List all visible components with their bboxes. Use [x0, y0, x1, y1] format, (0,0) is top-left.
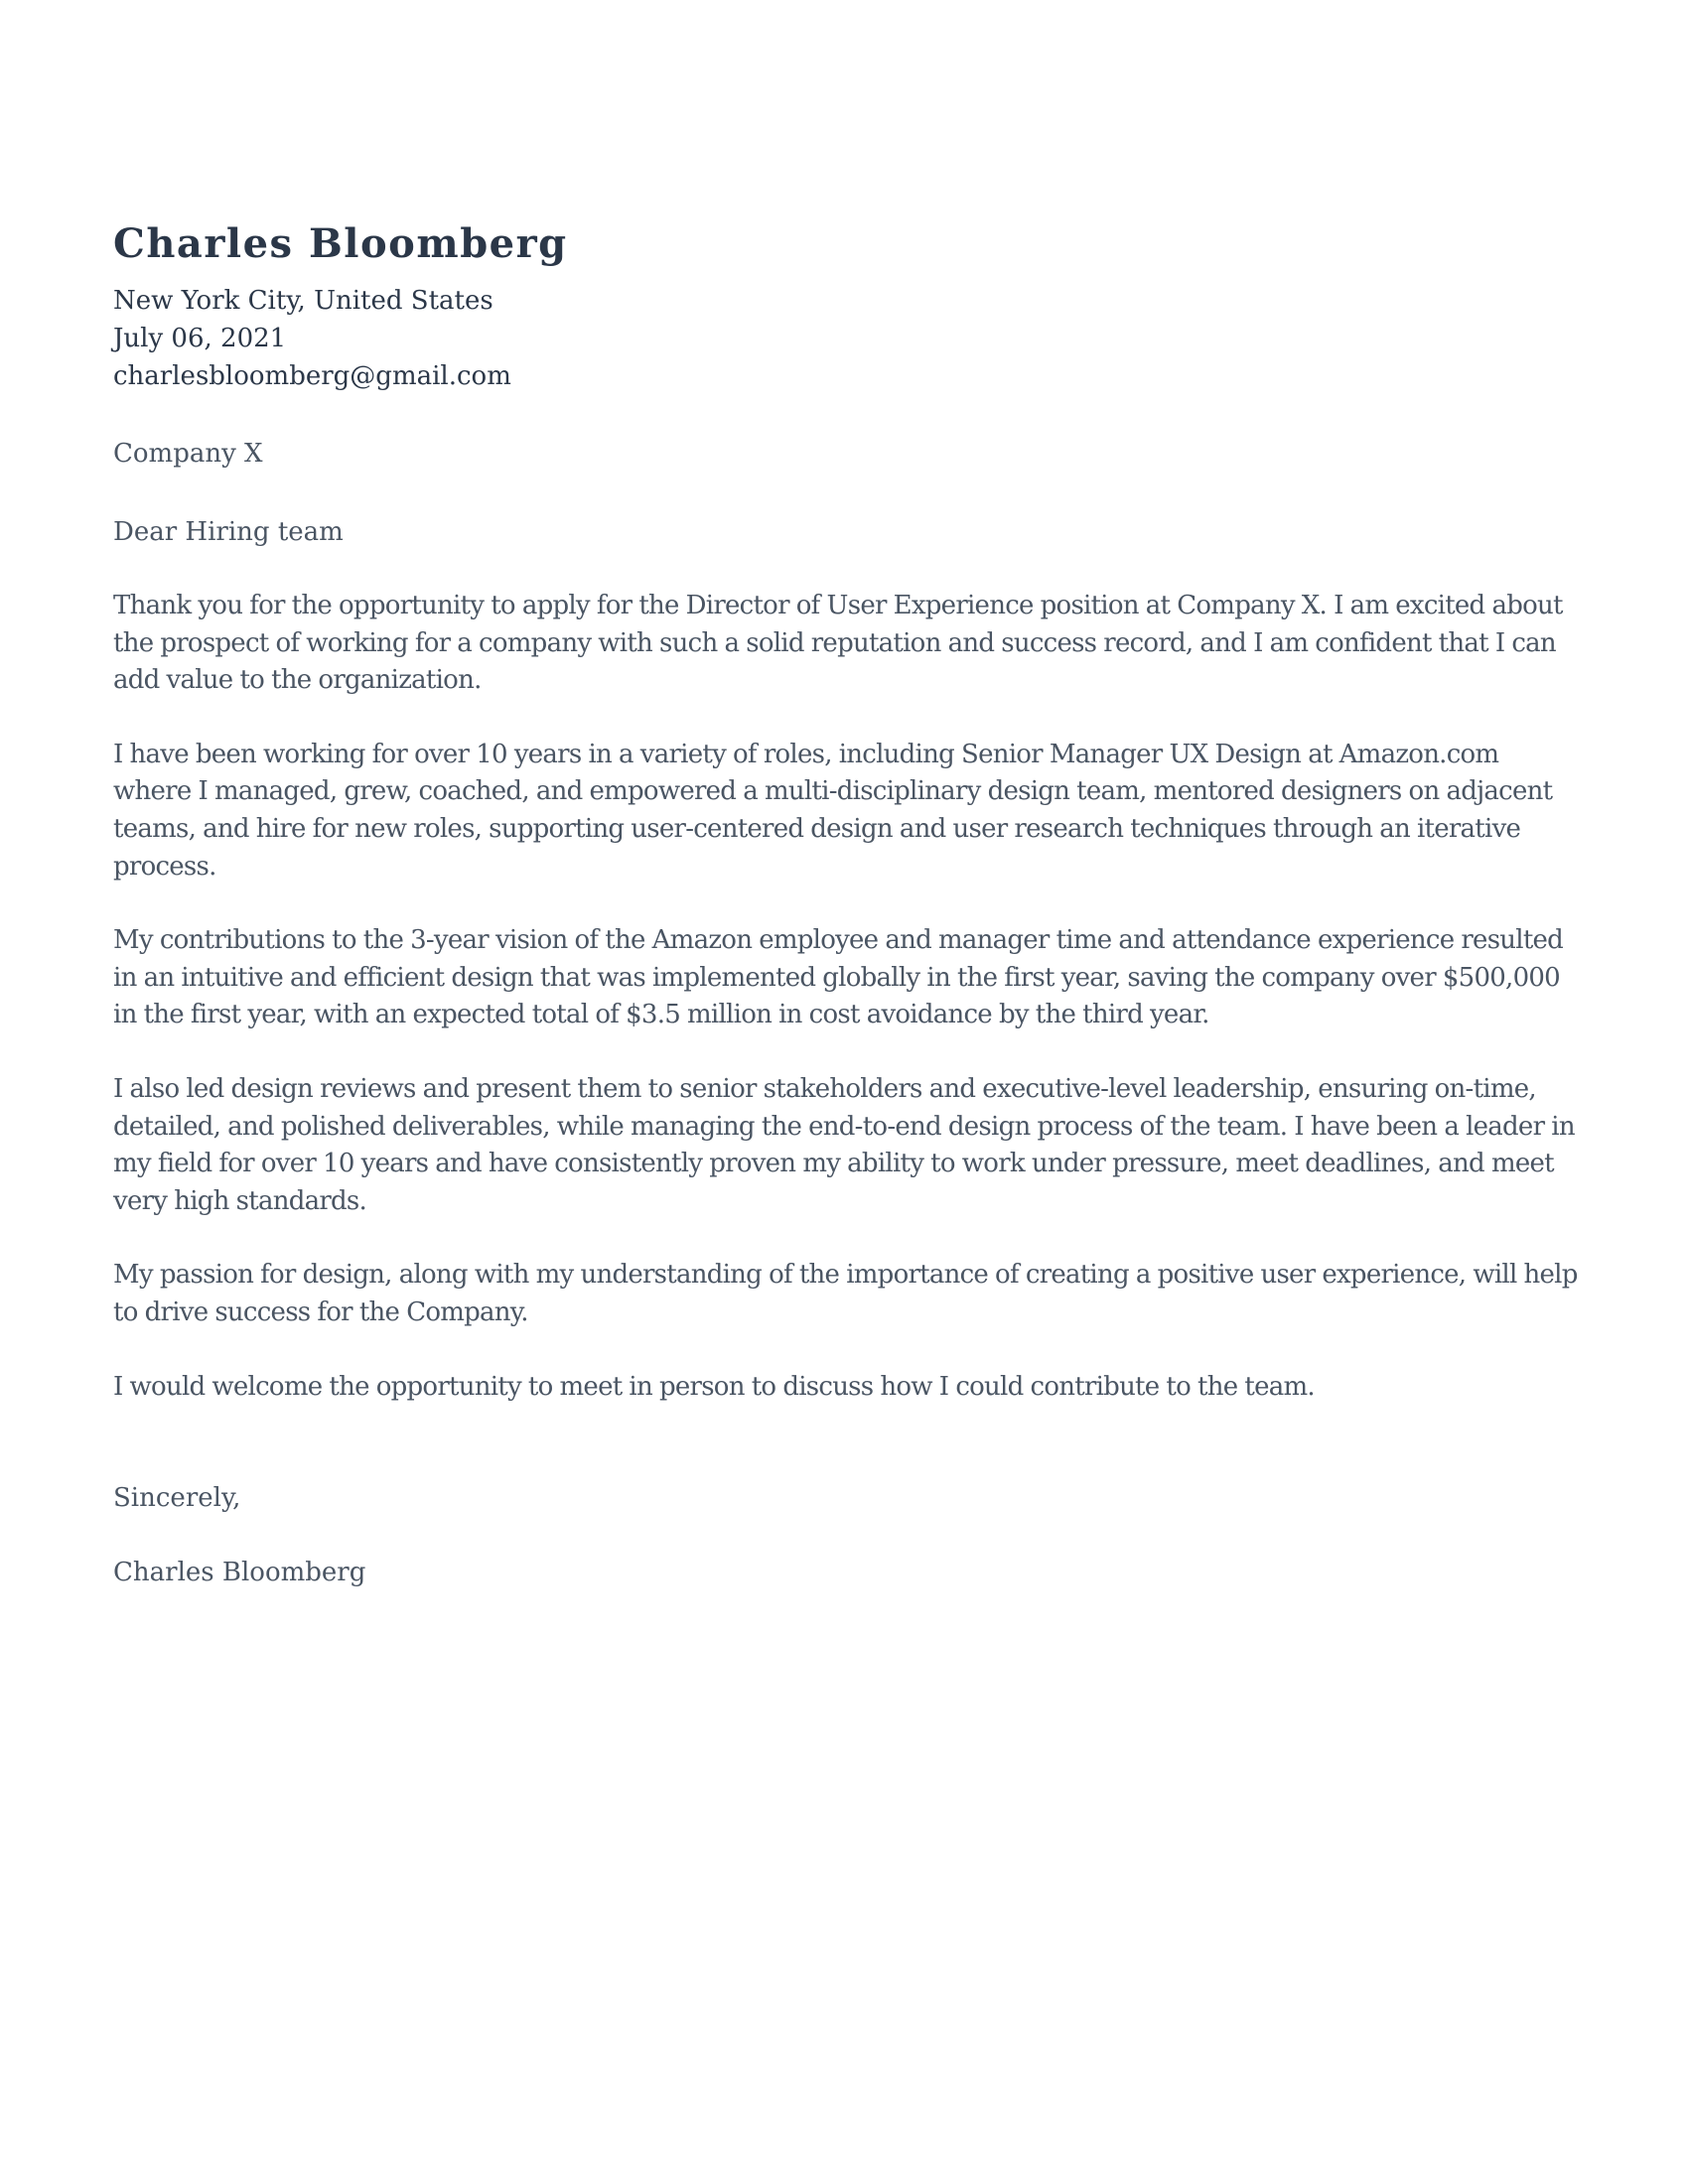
- cover-letter: [113, 216, 1583, 1591]
- sender-name: Charles Bloomberg: [113, 220, 568, 267]
- signature: Charles Bloomberg: [113, 1558, 366, 1588]
- body-paragraph: My passion for design, along with my understanding of the importance of creating a positive user experience, will help to drive success for the Company.: [113, 1260, 1578, 1327]
- salutation: Dear Hiring team: [113, 517, 344, 547]
- body-paragraph: I also led design reviews and present them to senior stakeholders and executive-level leadership, ensuring on-time, detailed, and polished deliverables, while managing the end-to-end design process of the team. I have been a leader in my field for over 10 years and have consistently proven my ability to work under pressure, meet deadlines, and meet very high standards.: [113, 1073, 1575, 1216]
- letter-date: July 06, 2021: [113, 324, 287, 353]
- sender-email: charlesbloomberg@gmail.com: [113, 361, 511, 391]
- body-paragraph: I would welcome the opportunity to meet in person to discuss how I could contribute to the team.: [113, 1371, 1315, 1402]
- sender-location: New York City, United States: [113, 286, 493, 316]
- body-paragraph: I have been working for over 10 years in a variety of roles, including Senior Manager UX Design at Amazon.com where I managed, grew, coached, and empowered a multi-disciplinary design team, mentored designers on adjacent teams, and hire for new roles, supporting user-centered design and user research techniques through an iterative process.: [113, 739, 1553, 882]
- body-paragraph: Thank you for the opportunity to apply for the Director of User Experience position at Company X. I am excited about the prospect of working for a company with such a solid reputation and success record, and I am confident that I can add value to the organization.: [113, 591, 1563, 696]
- recipient-company: Company X: [113, 439, 263, 469]
- body-paragraph: My contributions to the 3-year vision of the Amazon employee and manager time and attendance experience resulted in an intuitive and efficient design that was implemented globally in the first year, saving the company over $500,000 in the first year, with an expected total of $3.5 million in cost avoidance by the third year.: [113, 925, 1564, 1030]
- closing: Sincerely,: [113, 1483, 241, 1514]
